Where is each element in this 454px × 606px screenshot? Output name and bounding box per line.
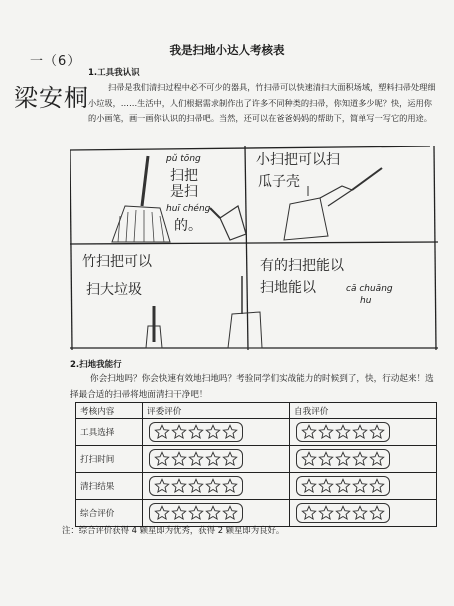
star-icon[interactable] — [369, 424, 385, 440]
star-icon[interactable] — [352, 505, 368, 521]
star-icon[interactable] — [318, 478, 334, 494]
self-rating-cell — [290, 446, 437, 473]
star-icon[interactable] — [335, 424, 351, 440]
star-icon[interactable] — [154, 424, 170, 440]
table-row — [76, 473, 437, 500]
header-self: 自我评价 — [290, 403, 437, 419]
star-icon[interactable] — [301, 505, 317, 521]
star-icon[interactable] — [335, 478, 351, 494]
star-icon[interactable] — [318, 424, 334, 440]
star-icon[interactable] — [222, 451, 238, 467]
star-icon[interactable] — [188, 451, 204, 467]
star-icon[interactable] — [301, 424, 317, 440]
star-icon[interactable] — [318, 505, 334, 521]
table-row — [76, 500, 437, 527]
drawing-area — [70, 146, 438, 350]
star-icon[interactable] — [171, 505, 187, 521]
star-icon[interactable] — [352, 451, 368, 467]
section-2-paragraph: 你会扫地吗？你会快速有效地扫地吗？考验同学们实战能力的时候到了，快，行动起来！选择最合适的扫帚将地面清扫干净吧！ — [70, 374, 434, 400]
cell-2-text-2: 瓜子壳 — [258, 174, 300, 190]
star-icon[interactable] — [205, 424, 221, 440]
star-icon[interactable] — [335, 505, 351, 521]
star-icon[interactable] — [154, 505, 170, 521]
star-icon[interactable] — [205, 505, 221, 521]
star-icon[interactable] — [301, 451, 317, 467]
table-header-row — [76, 403, 437, 419]
cell-4-pinyin-2: hu — [360, 296, 372, 306]
star-icon[interactable] — [352, 424, 368, 440]
star-icon[interactable] — [188, 478, 204, 494]
star-icon[interactable] — [222, 478, 238, 494]
judge-rating-cell — [143, 446, 290, 473]
star-icon[interactable] — [171, 451, 187, 467]
section-1-heading: 1.工具我认识 — [88, 68, 140, 78]
cell-1-text-2: 的。 — [174, 218, 202, 234]
row-item-label: 工具选择 — [76, 419, 143, 446]
cell-4-text-2: 扫地能以 — [260, 280, 316, 296]
star-icon[interactable] — [171, 478, 187, 494]
sketch-lines — [70, 146, 438, 350]
self-rating-cell — [290, 419, 437, 446]
star-icon[interactable] — [154, 451, 170, 467]
footnote: 注：综合评价获得 4 颗星即为优秀，获得 2 颗星即为良好。 — [62, 525, 285, 535]
document-title: 我是扫地小达人考核表 — [169, 43, 285, 57]
table-row — [76, 419, 437, 446]
row-item-label: 综合评价 — [76, 500, 143, 527]
star-icon[interactable] — [205, 478, 221, 494]
star-icon[interactable] — [301, 478, 317, 494]
star-icon[interactable] — [171, 424, 187, 440]
section-1-paragraph: 扫帚是我们清扫过程中必不可少的器具，竹扫帚可以快速清扫大面积场域，塑料扫帚处理细小垃圾，……生活中，人们根据需求制作出了许多不同种类的扫帚，你知道多少呢？快，运用你的小画笔，画一画你认识的扫帚吧。当然，还可以在爸爸妈妈的帮助下，简单写一写它的用途。 — [88, 82, 436, 123]
section-2-heading: 2.扫地我能行 — [70, 360, 122, 370]
star-icon[interactable] — [188, 424, 204, 440]
student-name-signature: 梁安桐 — [14, 84, 89, 112]
header-judge: 评委评价 — [143, 403, 290, 419]
assessment-table — [75, 402, 437, 527]
star-icon[interactable] — [369, 451, 385, 467]
judge-rating-cell — [143, 419, 290, 446]
cell-1-pinyin-bottom: huī chéng — [166, 204, 211, 214]
cell-1-text: 扫把是扫 — [170, 168, 198, 200]
star-icon[interactable] — [222, 505, 238, 521]
header-item: 考核内容 — [76, 403, 143, 419]
star-icon[interactable] — [335, 451, 351, 467]
table-row — [76, 446, 437, 473]
star-icon[interactable] — [188, 505, 204, 521]
cell-4-text: 有的扫把能以 — [260, 258, 344, 274]
self-rating-cell — [290, 473, 437, 500]
cell-1-pinyin-top: pǔ tōng — [166, 154, 201, 164]
star-icon[interactable] — [369, 478, 385, 494]
star-icon[interactable] — [154, 478, 170, 494]
star-icon[interactable] — [352, 478, 368, 494]
self-rating-cell — [290, 500, 437, 527]
star-icon[interactable] — [205, 451, 221, 467]
row-item-label: 清扫结果 — [76, 473, 143, 500]
row-item-label: 打扫时间 — [76, 446, 143, 473]
judge-rating-cell — [143, 473, 290, 500]
judge-rating-cell — [143, 500, 290, 527]
cell-3-text-2: 扫大垃圾 — [86, 282, 142, 298]
star-icon[interactable] — [369, 505, 385, 521]
star-icon[interactable] — [318, 451, 334, 467]
cell-2-text: 小扫把可以扫 — [256, 152, 340, 168]
cell-4-pinyin: cā chuāng — [346, 284, 393, 294]
page-corner-mark: 一（6） — [30, 54, 82, 69]
star-icon[interactable] — [222, 424, 238, 440]
cell-3-text: 竹扫把可以 — [82, 254, 152, 270]
